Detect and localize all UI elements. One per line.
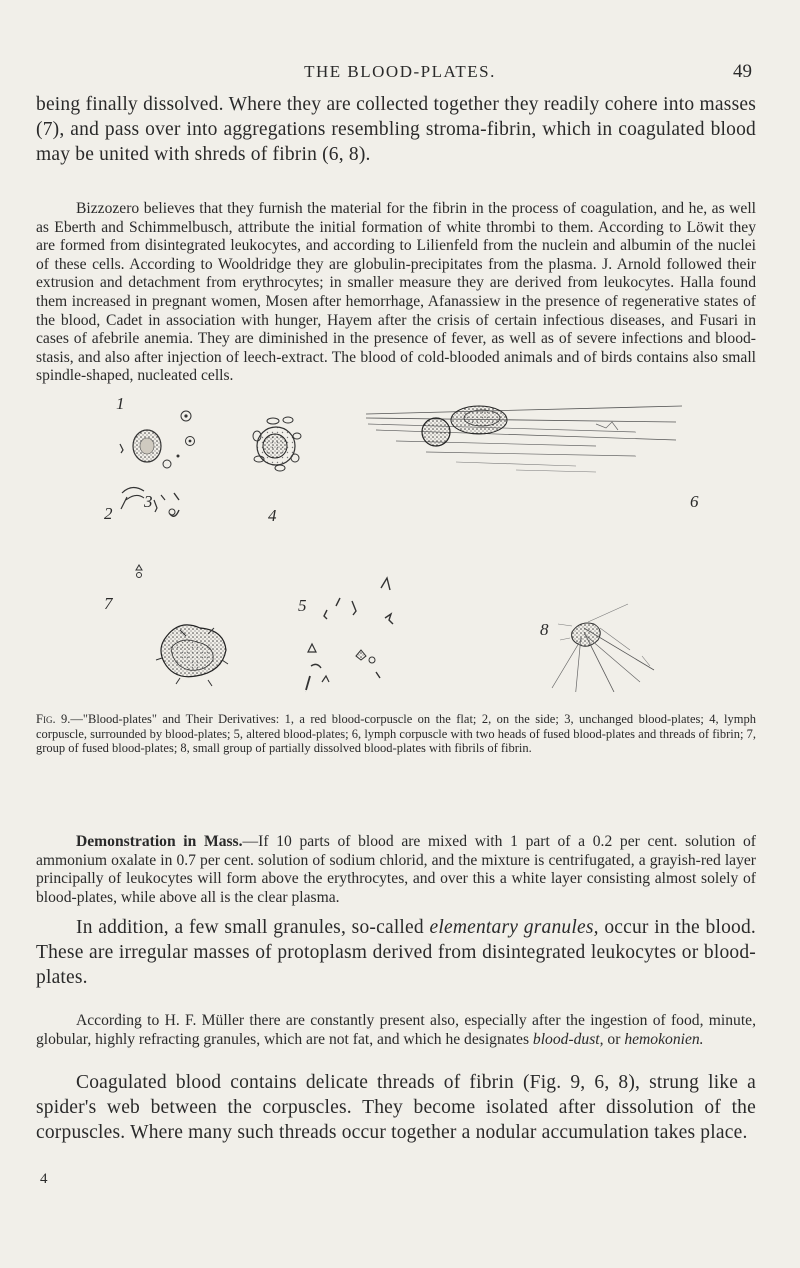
paragraph-blood-dust: [36, 1012, 756, 1049]
p5-term-hemokonien: hemokonien.: [624, 1030, 704, 1048]
paragraph-demonstration: [36, 833, 756, 907]
p5-text-before: According to H. F. Müller there are constantly present also, especially after the ingestion of food, minute, globular, highly refracting granules, which are not fat, and which he designates: [36, 1012, 756, 1048]
p5-term-blood-dust: blood-dust,: [532, 1030, 604, 1048]
demonstration-heading: Demonstration in Mass.: [76, 833, 243, 850]
fig-item-4-lymph-corpuscle: [253, 417, 301, 471]
p5-text-mid: or: [603, 1030, 625, 1048]
demonstration-body: —If 10 parts of blood are mixed with 1 part of a 0.2 per cent. solution of ammonium oxalate in 0.7 per cent. solution of sodium chlorid, and the mixture is centrifugated, a grayish-red layer principally of leukocytes will form above the erythrocytes, and over this a white layer consisting almost solely of blood-plates, while above all is the clear plasma.: [36, 833, 756, 906]
paragraph-fibrin-threads: Coagulated blood contains delicate threads of fibrin (Fig. 9, 6, 8), strung like a spider's web between the corpuscles. They become isolated after dissolution of the corpuscles. Where many such threads occur together a nodular accumulation takes place.: [36, 1072, 756, 1143]
caption-text: —"Blood-plates" and Their Derivatives: 1, a red blood-corpuscle on the flat; 2, on the side; 3, unchanged blood-plates; 4, lymph corpuscle, surrounded by blood-plates; 5, altered blood-plates; 6, lymph corpuscle with two heads of fused blood-plates and threads of fibrin; 7, group of fused blood-plates; 8, small group of partially dissolved blood-plates with fibrils of fibrin.: [36, 712, 756, 756]
paragraph-continuation: being finally dissolved. Where they are collected together they readily cohere into masses (7), and pass over into aggregations resembling stroma-fibrin, which in coagulated blood may be united with shreds of fibrin (6, 8).: [36, 94, 756, 165]
figure-illustration: [36, 396, 764, 692]
fig-item-5-altered-plates: [304, 578, 393, 692]
fig-label-7: 7: [104, 594, 113, 613]
fig-label-5: 5: [298, 596, 307, 615]
fig-label-4: 4: [268, 506, 277, 525]
fig-item-8-dissolved-plates: [552, 604, 654, 692]
running-head: [40, 62, 760, 86]
p4-text-after: occur in the blood. These are irregular masses of protoplasm derived from disintegrated leukocytes or blood-plates.: [36, 917, 756, 988]
fig-label-6: 6: [690, 492, 699, 511]
p4-term-elementary-granules: elementary granules,: [429, 917, 599, 938]
paragraph-bizzozero: Bizzozero believes that they furnish the material for the fibrin in the process of coagulation, and he, as well as Eberth and Schimmelbusch, attribute the initial formation of white thrombi to them. According to Löwit they are formed from disintegrated leukocytes, and according to Lilienfeld from the nuclein and albumin of the nuclei of these cells. According to Wooldridge they are globulin-precipitates from the plasma. J. Arnold followed their extrusion and detachment from erythrocytes; in smaller measure they are derived from leukocytes. Halla found them increased in pregnant women, Mosen after hemorrhage, Afanassiew in the presence of regenerative states of the blood, Cadet in association with hunger, Hayem after the crisis of certain infectious diseases, and Fusari in cases of afebrile anemia. They are diminished in the presence of fever, as well as of severe infections and blood-stasis, and also after injection of leech-extract. The blood of cold-blooded animals and of birds contains also small spindle-shaped, nucleated cells.: [36, 200, 756, 385]
p4-text-before: In addition, a few small granules, so-called: [76, 917, 430, 938]
fig-label-3: 3: [144, 492, 153, 511]
fig-label-8: 8: [540, 620, 549, 639]
page-number: 49: [733, 61, 752, 82]
figure-caption: [36, 712, 756, 756]
running-title: THE BLOOD-PLATES.: [304, 62, 496, 81]
fig-item-1-red-corpuscle-flat: [120, 411, 195, 468]
fig-label-2: 2: [104, 504, 113, 523]
fig-label-1: 1: [116, 394, 125, 413]
fig-item-6-fibrin-threads: [366, 406, 682, 472]
figure-blood-plates: [36, 396, 764, 692]
paragraph-elementary-granules: [36, 915, 756, 990]
caption-fig-number: Fig. 9.: [36, 712, 71, 726]
fig-item-7-fused-plates: [156, 625, 228, 686]
printer-signature: 4: [40, 1171, 48, 1187]
